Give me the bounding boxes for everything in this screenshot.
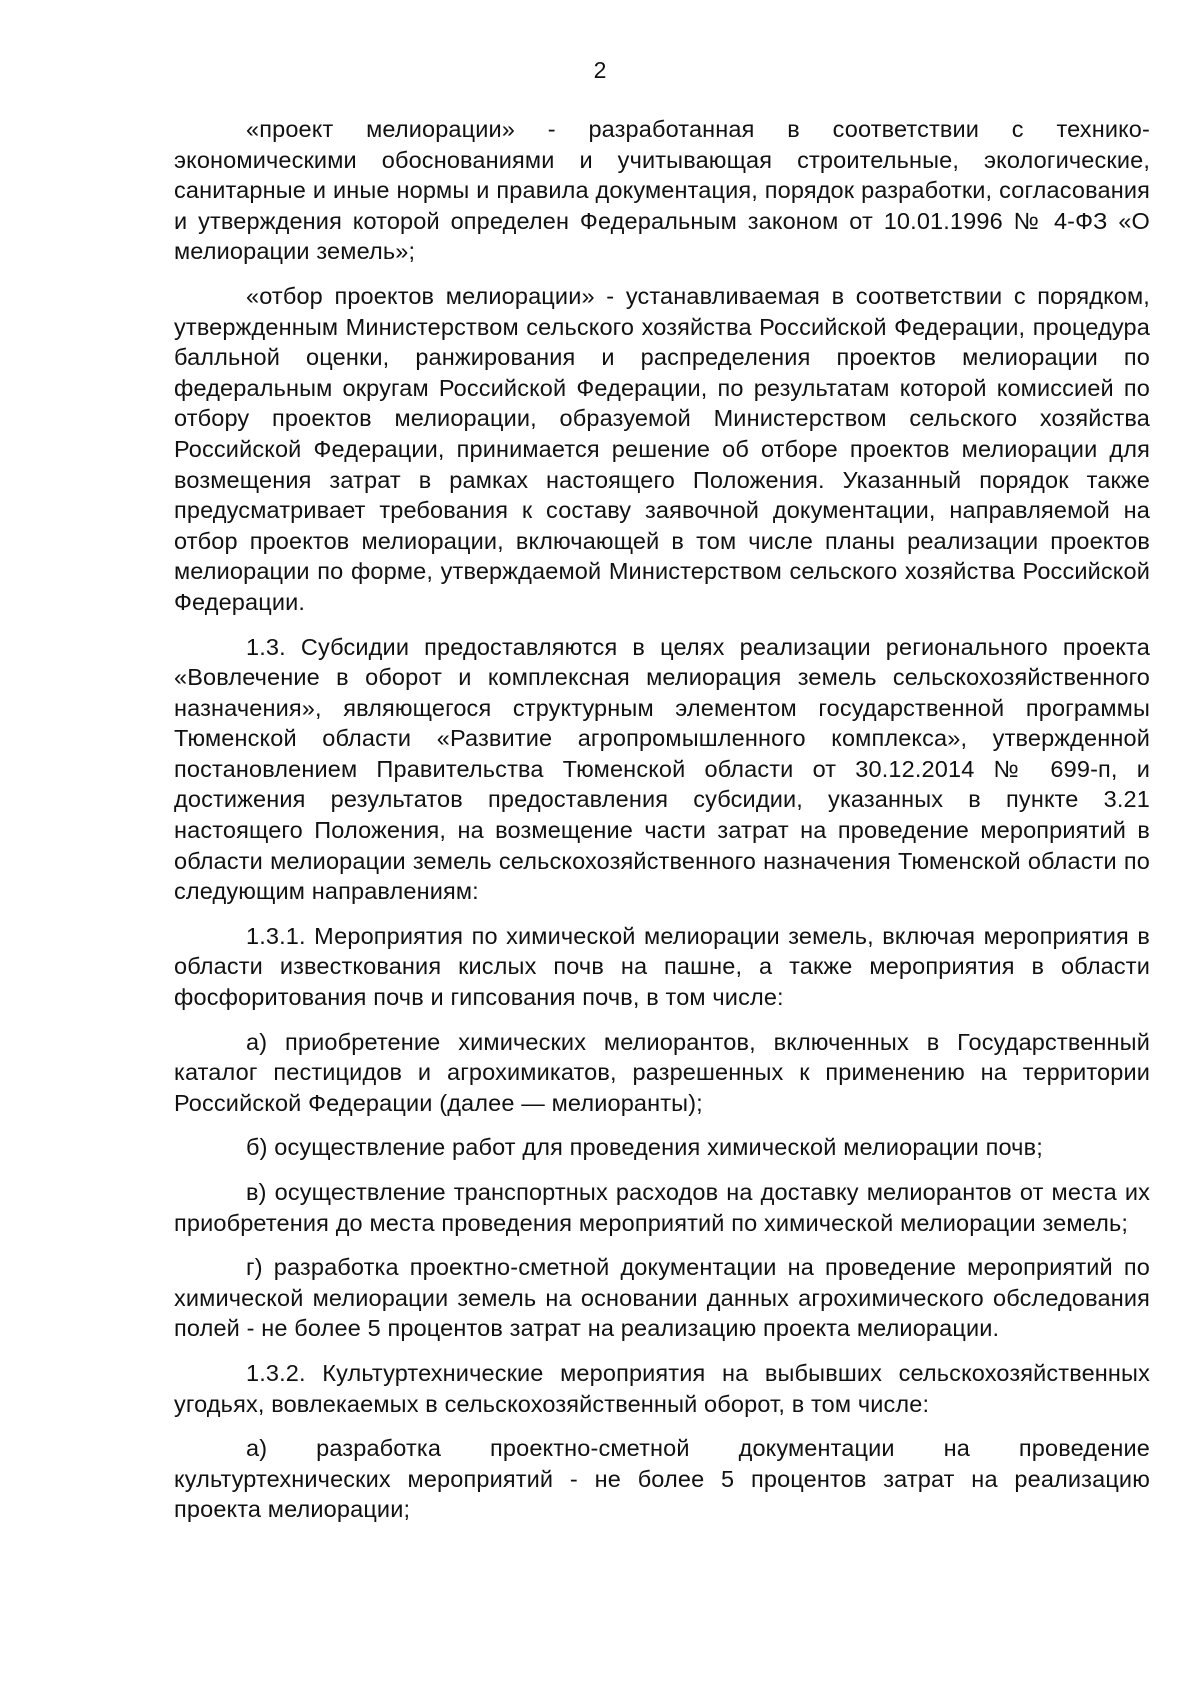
paragraph-1-3-1: 1.3.1. Мероприятия по химической мелиорации земель, включая мероприятия в области известкования кислых почв на пашне, а также мероприятия в области фосфоритования почв и гипсования почв, в том числе: (174, 922, 1150, 1011)
paragraph-1-3-2-a: а) разработка проектно-сметной документации на проведение культуртехнических мероприятий - не более 5 процентов затрат на реализацию проекта мелиорации; (174, 1435, 1150, 1523)
paragraph-1-3-1-a: а) приобретение химических мелиорантов, включенных в Государственный каталог пестицидов и агрохимикатов, разрешенных к применению на территории Российской Федерации (далее — мелиоранты); (174, 1028, 1150, 1116)
page-number: 2 (593, 57, 607, 83)
paragraph-1-3-2: 1.3.2. Культуртехнические мероприятия на выбывших сельскохозяйственных угодьях, вовлекаемых в сельскохозяйственный оборот, в том числе: (174, 1359, 1150, 1417)
paragraph-1-3-1-b: б) осуществление работ для проведения химической мелиорации почв; (246, 1134, 1043, 1161)
paragraph-1-3-1-g: г) разработка проектно-сметной документации на проведение мероприятий по химической мелиорации земель на основании данных агрохимического обследования полей - не более 5 процентов затрат на реализацию проекта мелиорации. (174, 1254, 1150, 1342)
paragraph-1-3: 1.3. Субсидии предоставляются в целях реализации регионального проекта «Вовлечение в оборот и комплексная мелиорация земель сельскохозяйственного назначения», являющегося структурным элементом государственной программы Тюменской области «Развитие агропромышленного комплекса», утвержденной постановлением Правительства Тюменской области от 30.12.2014 № 699-п, и достижения результатов предоставления субсидии, указанных в пункте 3.21 настоящего Положения, на возмещение части затрат на проведение мероприятий в области мелиорации земель сельскохозяйственного назначения Тюменской области по следующим направлениям: (174, 633, 1150, 905)
paragraph-definition-melioration-project: «проект мелиорации» - разработанная в соответствии с технико-экономическими обоснованиями и учитывающая строительные, экологические, санитарные и иные нормы и правила документация, порядок разработки, согласования и утверждения которой определен Федеральным законом от 10.01.1996 № 4-ФЗ «О мелиорации земель»; (174, 116, 1150, 265)
document-body (174, 114, 1150, 1539)
paragraph-1-3-1-v: в) осуществление транспортных расходов на доставку мелиорантов от места их приобретения до места проведения мероприятий по химической мелиорации земель; (174, 1179, 1150, 1236)
paragraph-definition-project-selection: «отбор проектов мелиорации» - устанавливаемая в соответствии с порядком, утвержденным Министерством сельского хозяйства Российской Федерации, процедура балльной оценки, ранжирования и распределения проектов мелиорации по федеральным округам Российской Федерации, по результатам которой комиссией по отбору проектов мелиорации, образуемой Министерством сельского хозяйства Российской Федерации, принимается решение об отборе проектов мелиорации для возмещения затрат в рамках настоящего Положения. Указанный порядок также предусматривает требования к составу заявочной документации, направляемой на отбор проектов мелиорации, включающей в том числе планы реализации проектов мелиорации по форме, утверждаемой Министерством сельского хозяйства Российской Федерации. (174, 282, 1150, 615)
